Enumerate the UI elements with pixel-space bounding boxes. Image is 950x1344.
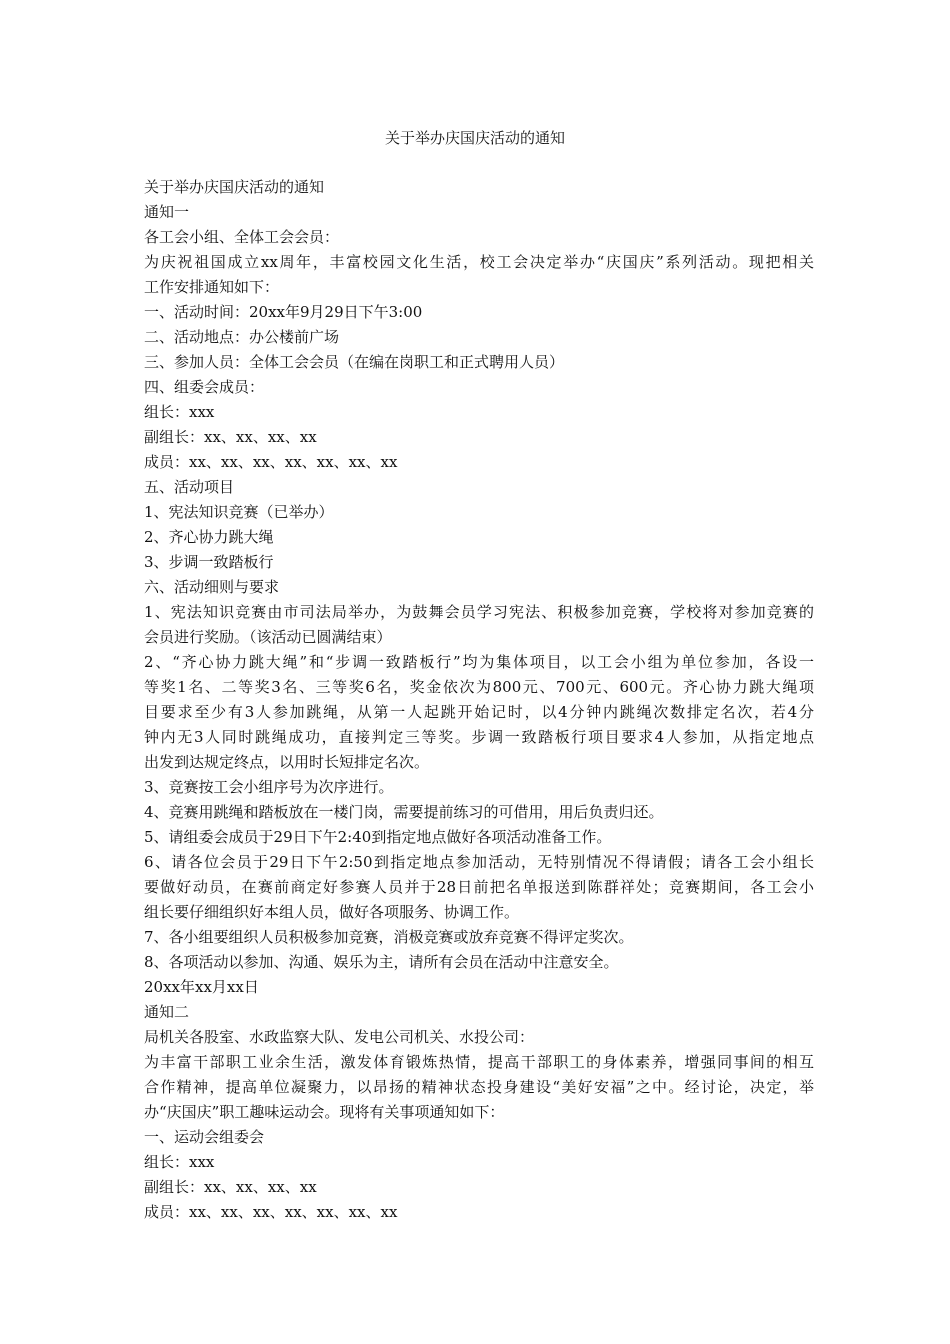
document-line: 20xx年xx月xx日 xyxy=(144,978,259,996)
document-line: 成员：xx、xx、xx、xx、xx、xx、xx xyxy=(144,1203,398,1221)
document-title: 关于举办庆国庆活动的通知 xyxy=(384,129,565,147)
document-line: 要做好动员，在赛前商定好参赛人员并于28日前把名单报送到陈群祥处；竞赛期间，各工会小 xyxy=(144,878,814,896)
document-line: 2、“齐心协力跳大绳”和“步调一致踏板行”均为集体项目，以工会小组为单位参加，各设一 xyxy=(144,653,814,671)
document-line: 组长：xxx xyxy=(144,403,215,421)
document-line: 出发到达规定终点，以用时长短排定名次。 xyxy=(144,753,430,771)
document-line: 4、竞赛用跳绳和踏板放在一楼门岗，需要提前练习的可借用，用后负责归还。 xyxy=(144,803,664,821)
document-line: 组长：xxx xyxy=(144,1153,215,1171)
document-line: 五、活动项目 xyxy=(144,478,235,496)
document-line: 工作安排通知如下： xyxy=(144,278,280,296)
document-line: 副组长：xx、xx、xx、xx xyxy=(144,428,317,446)
document-line: 一、运动会组委会 xyxy=(144,1128,265,1146)
document-line: 会员进行奖励。（该活动已圆满结束） xyxy=(144,628,392,646)
document-line: 3、步调一致踏板行 xyxy=(144,553,274,571)
document-body xyxy=(144,175,814,1225)
document-line: 1、宪法知识竞赛由市司法局举办，为鼓舞会员学习宪法、积极参加竞赛，学校将对参加竞赛的 xyxy=(144,603,814,621)
document-line: 六、活动细则与要求 xyxy=(144,578,280,596)
document-line: 各工会小组、全体工会会员： xyxy=(144,228,340,246)
document-line: 7、各小组要组织人员积极参加竞赛，消极竞赛或放弃竞赛不得评定奖次。 xyxy=(144,928,634,946)
document-line: 成员：xx、xx、xx、xx、xx、xx、xx xyxy=(144,453,398,471)
document-line: 合作精神，提高单位凝聚力，以昂扬的精神状态投身建设“美好安福”之中。经讨论，决定，举 xyxy=(144,1078,814,1096)
document-line: 二、活动地点：办公楼前广场 xyxy=(144,328,340,346)
document-line: 3、竞赛按工会小组序号为次序进行。 xyxy=(144,778,394,796)
document-line: 钟内无3人同时跳绳成功，直接判定三等奖。步调一致踏板行项目要求4人参加，从指定地点 xyxy=(144,728,814,746)
document-line: 通知二 xyxy=(144,1003,190,1021)
document-line: 三、参加人员：全体工会会员（在编在岗职工和正式聘用人员） xyxy=(144,353,565,371)
document-line: 6、请各位会员于29日下午2:50到指定地点参加活动，无特别情况不得请假；请各工会小组长 xyxy=(144,853,814,871)
document-line: 5、请组委会成员于29日下午2:40到指定地点做好各项活动准备工作。 xyxy=(144,828,612,846)
document-line: 通知一 xyxy=(144,203,190,221)
document-line: 1、宪法知识竞赛（已举办） xyxy=(144,503,334,521)
document-line: 等奖1名、二等奖3名、三等奖6名，奖金依次为800元、700元、600元。齐心协力跳大绳项 xyxy=(144,678,814,696)
document-line: 8、各项活动以参加、沟通、娱乐为主，请所有会员在活动中注意安全。 xyxy=(144,953,619,971)
document-line: 四、组委会成员： xyxy=(144,378,265,396)
document-line: 一、活动时间：20xx年9月29日下午3:00 xyxy=(144,303,423,321)
document-line: 局机关各股室、水政监察大队、发电公司机关、水投公司： xyxy=(144,1028,535,1046)
document-line: 关于举办庆国庆活动的通知 xyxy=(144,178,325,196)
document-line: 为丰富干部职工业余生活，激发体育锻炼热情，提高干部职工的身体素养，增强同事间的相互 xyxy=(144,1053,814,1071)
document-line: 为庆祝祖国成立xx周年，丰富校园文化生活，校工会决定举办“庆国庆”系列活动。现把相关 xyxy=(144,253,814,271)
document-line: 目要求至少有3人参加跳绳，从第一人起跳开始记时，以4分钟内跳绳次数排定名次，若4分 xyxy=(144,703,814,721)
document-line: 副组长：xx、xx、xx、xx xyxy=(144,1178,317,1196)
document-line: 2、齐心协力跳大绳 xyxy=(144,528,274,546)
document-line: 组长要仔细组织好本组人员，做好各项服务、协调工作。 xyxy=(144,903,520,921)
document-line: 办“庆国庆”职工趣味运动会。现将有关事项通知如下： xyxy=(144,1103,505,1121)
